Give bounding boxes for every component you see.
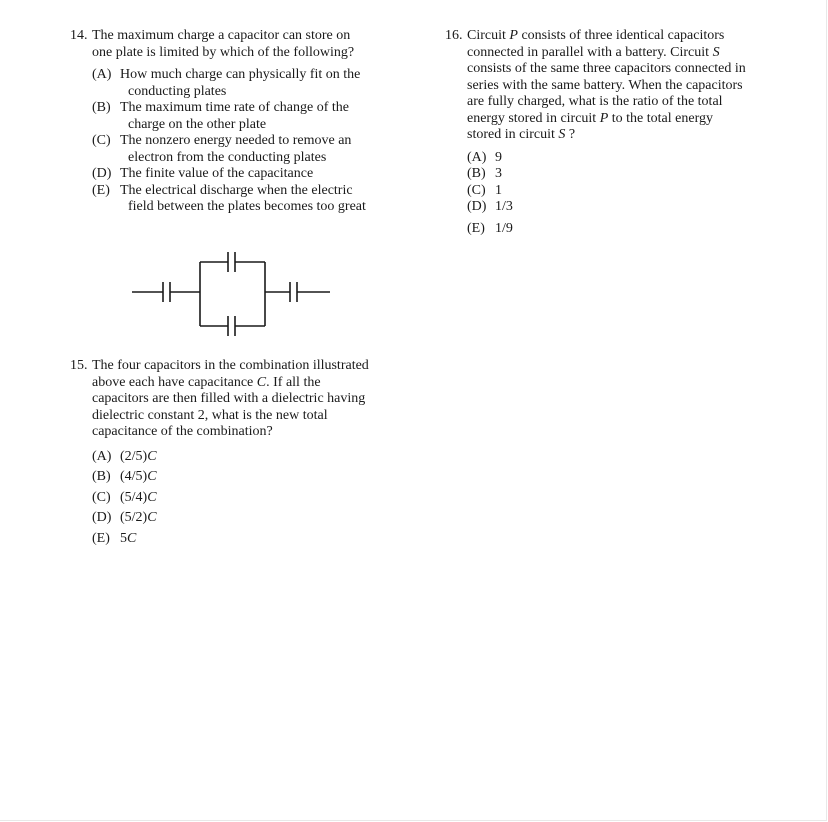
question-16 [445, 28, 795, 237]
variable-s: S [558, 127, 566, 142]
choice-letter: (B) [92, 469, 111, 484]
choice-b[interactable] [70, 469, 410, 486]
choice-letter: (C) [92, 489, 111, 505]
stem-line: The four capacitors in the combination illustrated [92, 358, 369, 373]
choice-b[interactable] [445, 166, 795, 183]
stem-line [467, 28, 795, 45]
choice-value: 3 [495, 166, 502, 181]
choice-value: (2/5) [120, 448, 148, 464]
choice-d[interactable] [70, 166, 410, 183]
stem-line [92, 375, 410, 392]
stem-line: series with the same battery. When the capacitors [467, 77, 743, 93]
choice-value: (4/5) [120, 469, 148, 484]
variable-p: P [599, 110, 609, 126]
capacitor-circuit-diagram [125, 246, 340, 336]
choice-text: How much charge can physically fit on the [120, 67, 361, 82]
stem-line: are fully charged, what is the ratio of the total [467, 94, 723, 109]
choice-text: The nonzero energy needed to remove an [120, 133, 352, 148]
question-number: 16. [445, 28, 463, 43]
stem-text: Circuit [467, 28, 506, 43]
choice-e[interactable] [70, 531, 410, 548]
choice-text: The electrical discharge when the electric [120, 182, 353, 198]
stem-line: capacitors are then filled with a dielectric having [92, 391, 366, 406]
choice-letter: (D) [467, 199, 487, 214]
stem-text: . If all the [266, 374, 321, 390]
variable-c: C [256, 374, 267, 390]
choice-a[interactable] [445, 150, 795, 167]
choice-letter: (A) [467, 149, 487, 165]
choice-e[interactable] [70, 183, 410, 216]
choice-e[interactable] [445, 221, 795, 238]
variable-s: S [712, 44, 720, 60]
choice-unit: C [147, 510, 157, 525]
stem-line: one plate is limited by which of the following? [92, 44, 355, 60]
question-15-stem [70, 358, 410, 441]
stem-line: The maximum charge a capacitor can store on [92, 28, 351, 43]
stem-text: consists of three identical capacitors [521, 28, 725, 43]
question-14 [70, 28, 410, 216]
choice-letter: (E) [92, 530, 110, 546]
choice-letter: (A) [92, 67, 112, 82]
stem-text: energy stored in circuit [467, 110, 597, 126]
stem-line [467, 127, 795, 144]
choice-letter: (C) [467, 182, 486, 198]
choice-d[interactable] [70, 510, 410, 527]
choice-letter: (E) [92, 182, 110, 198]
choice-text: conducting plates [128, 83, 227, 99]
choice-unit: C [147, 489, 157, 505]
choice-unit: C [147, 469, 157, 484]
choice-unit: C [127, 530, 137, 546]
choice-value: 1/9 [495, 220, 513, 236]
choice-c[interactable] [70, 133, 410, 166]
choice-b[interactable] [70, 100, 410, 133]
choice-letter: (B) [467, 166, 486, 181]
choice-letter: (B) [92, 100, 111, 115]
choice-c[interactable] [445, 183, 795, 200]
choice-text: The finite value of the capacitance [120, 166, 314, 181]
choice-c[interactable] [70, 490, 410, 507]
choice-unit: C [147, 448, 157, 464]
stem-line: consists of the same three capacitors connected in [467, 61, 746, 76]
stem-line [467, 111, 795, 128]
question-number: 15. [70, 358, 88, 373]
stem-line: dielectric constant 2, what is the new total [92, 407, 328, 423]
variable-p: P [509, 28, 518, 43]
choice-text: field between the plates becomes too great [128, 199, 366, 214]
choice-value: (5/2) [120, 510, 148, 525]
choice-value: (5/4) [120, 489, 148, 505]
choice-a[interactable] [70, 67, 410, 100]
choice-d[interactable] [445, 199, 795, 216]
choice-value: 1 [495, 182, 502, 198]
choice-text: The maximum time rate of change of the [120, 100, 349, 115]
stem-text: above each have capacitance [92, 374, 254, 390]
choice-value: 5 [120, 530, 127, 546]
choice-letter: (D) [92, 510, 112, 525]
choice-letter: (A) [92, 448, 112, 464]
choice-value: 9 [495, 149, 502, 165]
question-14-stem [70, 28, 410, 61]
stem-text: ? [568, 127, 576, 142]
stem-line: capacitance of the combination? [92, 424, 273, 439]
stem-text: to the total energy [611, 110, 713, 126]
question-number: 14. [70, 28, 88, 43]
stem-line [467, 45, 795, 62]
question-16-stem [445, 28, 795, 144]
choice-letter: (D) [92, 166, 112, 181]
choice-text: charge on the other plate [128, 116, 267, 132]
choice-letter: (E) [467, 220, 485, 236]
choice-value: 1/3 [495, 199, 513, 214]
stem-text: stored in circuit [467, 127, 555, 142]
choice-letter: (C) [92, 133, 111, 148]
stem-text: connected in parallel with a battery. Circuit [467, 44, 710, 60]
choice-text: electron from the conducting plates [128, 149, 327, 165]
choice-a[interactable] [70, 449, 410, 466]
question-15 [70, 358, 410, 547]
